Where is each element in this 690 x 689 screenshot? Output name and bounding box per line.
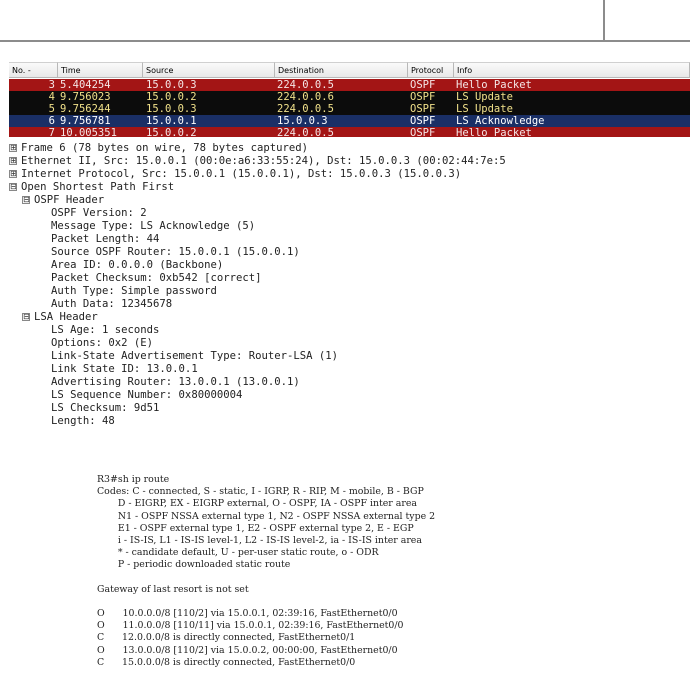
toolbar-divider xyxy=(603,0,605,40)
packet-cell-protocol: OSPF xyxy=(410,91,436,103)
tree-field[interactable]: Auth Data: 12345678 xyxy=(51,298,173,310)
tree-field[interactable]: OSPF Version: 2 xyxy=(51,207,147,219)
tree-field[interactable]: Packet Length: 44 xyxy=(51,233,160,245)
route-line: D - EIGRP, EX - EIGRP external, O - OSPF, IA - OSPF inter area xyxy=(97,498,417,510)
route-line: O 13.0.0.0/8 [110/2] via 15.0.0.2, 00:00:00, FastEthernet0/0 xyxy=(97,644,398,656)
packet-cell-info: Hello Packet xyxy=(456,79,532,91)
tree-field[interactable]: Link State ID: 13.0.0.1 xyxy=(51,363,198,375)
packet-cell-no: 3 xyxy=(48,79,55,91)
tree-field[interactable]: Link-State Advertisement Type: Router-LSA (1) xyxy=(51,350,339,362)
route-line: R3#sh ip route xyxy=(97,474,170,485)
tree-item-label: Internet Protocol, Src: 15.0.0.1 (15.0.0.1), Dst: 15.0.0.3 (15.0.0.3) xyxy=(21,168,462,180)
tree-field[interactable]: Auth Type: Simple password xyxy=(51,285,217,297)
expand-icon[interactable]: ⊞ xyxy=(10,156,17,165)
tree-item-ospf-header[interactable] xyxy=(9,194,690,207)
column-header-no[interactable]: No. - xyxy=(9,62,58,78)
column-header-destination[interactable]: Destination xyxy=(275,62,408,78)
tree-item-lsa-header[interactable] xyxy=(9,311,690,324)
top-toolbar xyxy=(0,0,690,42)
packet-cell-protocol: OSPF xyxy=(410,127,436,137)
packet-cell-time: 5.404254 xyxy=(60,79,111,91)
tree-item-ospf[interactable] xyxy=(9,181,690,194)
packet-detail-tree xyxy=(9,142,690,428)
ospf-header-fields xyxy=(9,207,690,311)
expand-icon[interactable]: ⊞ xyxy=(10,143,17,152)
tree-field[interactable]: Message Type: LS Acknowledge (5) xyxy=(51,220,256,232)
route-line: Gateway of last resort is not set xyxy=(97,583,249,595)
tree-field[interactable]: Options: 0x2 (E) xyxy=(51,337,154,349)
tree-item-label: Ethernet II, Src: 15.0.0.1 (00:0e:a6:33:55:24), Dst: 15.0.0.3 (00:02:44:7e:5 xyxy=(21,155,506,167)
tree-field[interactable]: LS Age: 1 seconds xyxy=(51,324,160,336)
packet-cell-no: 7 xyxy=(48,127,55,137)
packet-row[interactable] xyxy=(9,91,690,103)
tree-field[interactable]: Packet Checksum: 0xb542 [correct] xyxy=(51,272,262,284)
collapse-icon[interactable]: ⊟ xyxy=(23,312,30,321)
route-line: P - periodic downloaded static route xyxy=(97,559,291,571)
packet-cell-source: 15.0.0.3 xyxy=(146,79,197,91)
tree-item-label: LSA Header xyxy=(34,311,98,323)
packet-cell-destination: 224.0.0.6 xyxy=(277,91,334,103)
packet-cell-protocol: OSPF xyxy=(410,79,436,91)
tree-field[interactable]: Source OSPF Router: 15.0.0.1 (15.0.0.1) xyxy=(51,246,300,258)
route-line: C 15.0.0.0/8 is directly connected, FastEthernet0/0 xyxy=(97,656,356,668)
tree-item-ethernet[interactable] xyxy=(9,155,690,168)
packet-row[interactable] xyxy=(9,79,690,91)
packet-cell-time: 9.756781 xyxy=(60,115,111,127)
tree-item-ip[interactable] xyxy=(9,168,690,181)
route-output xyxy=(97,474,435,669)
packet-cell-time: 9.756244 xyxy=(60,103,111,115)
tree-field[interactable]: LS Checksum: 9d51 xyxy=(51,402,160,414)
tree-field[interactable]: Area ID: 0.0.0.0 (Backbone) xyxy=(51,259,224,271)
packet-cell-no: 5 xyxy=(48,103,55,115)
packet-cell-source: 15.0.0.1 xyxy=(146,115,197,127)
packet-cell-time: 10.005351 xyxy=(60,127,117,137)
packet-list xyxy=(9,62,690,137)
route-line: N1 - OSPF NSSA external type 1, N2 - OSPF NSSA external type 2 xyxy=(97,510,436,522)
packet-cell-time: 9.756023 xyxy=(60,91,111,103)
packet-cell-destination: 15.0.0.3 xyxy=(277,115,328,127)
column-header-time[interactable]: Time xyxy=(58,62,143,78)
packet-cell-source: 15.0.0.2 xyxy=(146,127,197,137)
route-line: C 12.0.0.0/8 is directly connected, FastEthernet0/1 xyxy=(97,632,356,644)
packet-cell-source: 15.0.0.3 xyxy=(146,103,197,115)
packet-cell-destination: 224.0.0.5 xyxy=(277,79,334,91)
tree-field[interactable]: LS Sequence Number: 0x80000004 xyxy=(51,389,243,401)
route-line: * - candidate default, U - per-user static route, o - ODR xyxy=(97,547,379,559)
packet-cell-info: LS Update xyxy=(456,103,513,115)
packet-cell-info: Hello Packet xyxy=(456,127,532,137)
tree-field[interactable]: Advertising Router: 13.0.0.1 (13.0.0.1) xyxy=(51,376,300,388)
packet-row[interactable] xyxy=(9,103,690,115)
column-header-protocol[interactable]: Protocol xyxy=(408,62,454,78)
route-line xyxy=(97,572,435,584)
tree-field[interactable]: Length: 48 xyxy=(51,415,115,427)
packet-cell-info: LS Update xyxy=(456,91,513,103)
tree-item-label: OSPF Header xyxy=(34,194,105,206)
packet-cell-info: LS Acknowledge xyxy=(456,115,545,127)
tree-item-label: Frame 6 (78 bytes on wire, 78 bytes captured) xyxy=(21,142,309,154)
packet-cell-destination: 224.0.0.5 xyxy=(277,127,334,137)
packet-cell-no: 6 xyxy=(48,115,55,127)
packet-cell-destination: 224.0.0.5 xyxy=(277,103,334,115)
column-header-info[interactable]: Info xyxy=(454,62,690,78)
packet-list-header xyxy=(9,62,690,79)
route-line: i - IS-IS, L1 - IS-IS level-1, L2 - IS-IS level-2, ia - IS-IS inter area xyxy=(97,534,422,546)
tree-item-label: Open Shortest Path First xyxy=(21,181,175,193)
packet-cell-source: 15.0.0.2 xyxy=(146,91,197,103)
route-line xyxy=(97,596,435,608)
lsa-header-fields xyxy=(9,324,690,428)
tree-item-frame[interactable] xyxy=(9,142,690,155)
packet-cell-protocol: OSPF xyxy=(410,103,436,115)
route-line: Codes: C - connected, S - static, I - IGRP, R - RIP, M - mobile, B - BGP xyxy=(97,486,424,498)
packet-row[interactable] xyxy=(9,127,690,137)
expand-icon[interactable]: ⊞ xyxy=(10,169,17,178)
collapse-icon[interactable]: ⊟ xyxy=(23,195,30,204)
packet-cell-no: 4 xyxy=(48,91,55,103)
route-line: O 11.0.0.0/8 [110/11] via 15.0.0.1, 02:39:16, FastEthernet0/0 xyxy=(97,620,404,632)
route-line: O 10.0.0.0/8 [110/2] via 15.0.0.1, 02:39:16, FastEthernet0/0 xyxy=(97,608,398,620)
packet-cell-protocol: OSPF xyxy=(410,115,436,127)
packet-row[interactable] xyxy=(9,115,690,127)
column-header-source[interactable]: Source xyxy=(143,62,275,78)
route-line: E1 - OSPF external type 1, E2 - OSPF external type 2, E - EGP xyxy=(97,522,414,534)
collapse-icon[interactable]: ⊟ xyxy=(10,182,17,191)
